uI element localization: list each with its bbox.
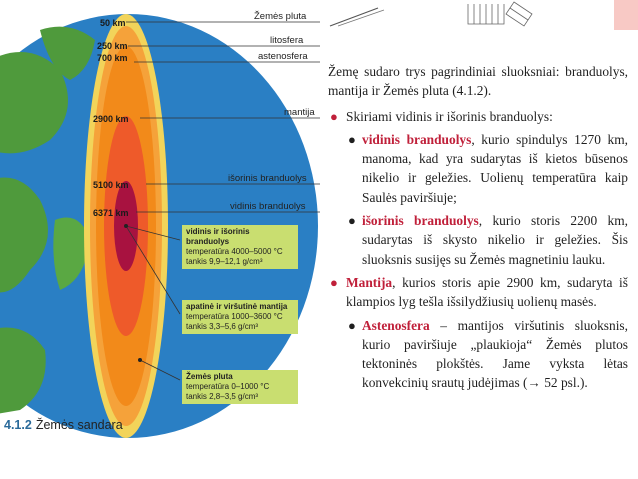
top-illustration-fragment: [318, 0, 638, 30]
term-asthenosphere: Astenosfera: [362, 317, 430, 333]
layer-label-lithosphere: litosfera: [270, 35, 304, 46]
inner-core-text: , kurio spindulys 1270 km, manoma, kad yra sudarytas iš kietos būsenos nikelio ir geležies. Uolienų temperatūra kaip Saulės paviršiuje;: [362, 131, 628, 205]
info-box-temperature: temperatūra 4000–5000 °C: [186, 247, 283, 256]
info-box-density: tankis 9,9–12,1 g/cm³: [186, 257, 263, 266]
depth-label: 250 km: [97, 41, 128, 51]
info-box-title: Žemės pluta: [186, 372, 233, 381]
figure-caption-text: Žemės sandara: [35, 418, 123, 432]
info-box-crust: [182, 370, 298, 404]
info-box-title: apatinė ir viršutinė mantija: [186, 302, 288, 311]
bullet-outer-core: [328, 211, 628, 269]
bullet-icon: ●: [330, 274, 338, 290]
info-box-density: tankis 2,8–3,5 g/cm³: [186, 392, 259, 401]
layer-label-outer-core: išorinis branduolys: [228, 173, 307, 184]
intro-paragraph: Žemę sudaro trys pagrindiniai sluoksniai: branduolys, mantija ir Žemės pluta (4.1.2).: [328, 64, 628, 99]
depth-label: 700 km: [97, 53, 128, 63]
bullet-icon: ●: [348, 213, 356, 229]
bullet-asthenosphere: [328, 316, 628, 393]
term-outer-core: išorinis branduolys: [362, 213, 479, 229]
term-mantle: Mantija: [346, 274, 393, 290]
layer-label-mantle: mantija: [284, 107, 315, 118]
layer-label-asthenosphere: astenosfera: [258, 51, 308, 62]
bullet-core: [328, 107, 628, 126]
info-box-density: tankis 3,3–5,6 g/cm³: [186, 322, 259, 331]
outer-core-text: , kurio storis 2200 km, sudarytas iš skysto nikelio ir geležies. Šis sluoksnis susijęs su Žemės magnetiniu lauku.: [362, 213, 628, 267]
bullet-icon: ●: [330, 108, 338, 124]
body-text: [328, 62, 628, 393]
layer-label-crust: Žemės pluta: [254, 11, 307, 22]
depth-label: 5100 km: [93, 180, 129, 190]
bullet-icon: ●: [348, 317, 356, 333]
layer-label-inner-core: vidinis branduolys: [230, 201, 306, 212]
term-inner-core: vidinis branduolys: [362, 131, 472, 147]
bullet-mantle: [328, 273, 628, 312]
info-box-mantle: [182, 300, 298, 334]
info-box-temperature: temperatūra 0–1000 °C: [186, 382, 270, 391]
figure-number: 4.1.2: [4, 418, 32, 432]
bullet-core-text: Skiriami vidinis ir išorinis branduolys:: [346, 108, 553, 124]
mantle-text: , kurios storis apie 2900 km, sudaryta iš klampios lyg tešla išsilydžiusių uolienų masės.: [346, 274, 628, 310]
bullet-inner-core: [328, 130, 628, 207]
bullet-icon: ●: [348, 131, 356, 147]
asthenosphere-text: – mantijos viršutinis sluoksnis, kurio paviršiuje „plaukioja“ Žemės plutos tektoninės plokštės. Jame vyksta lėtas konvekcinių srautų judėjimas (→ 52 psl.).: [362, 317, 628, 391]
depth-label: 50 km: [100, 18, 126, 28]
info-box-title: vidinis ir išorinis branduolys: [186, 227, 250, 246]
figure-caption: [4, 418, 123, 432]
depth-label: 2900 km: [93, 114, 129, 124]
depth-label: 6371 km: [93, 208, 129, 218]
info-box-core: [182, 225, 298, 269]
info-box-temperature: temperatūra 1000–3600 °C: [186, 312, 283, 321]
